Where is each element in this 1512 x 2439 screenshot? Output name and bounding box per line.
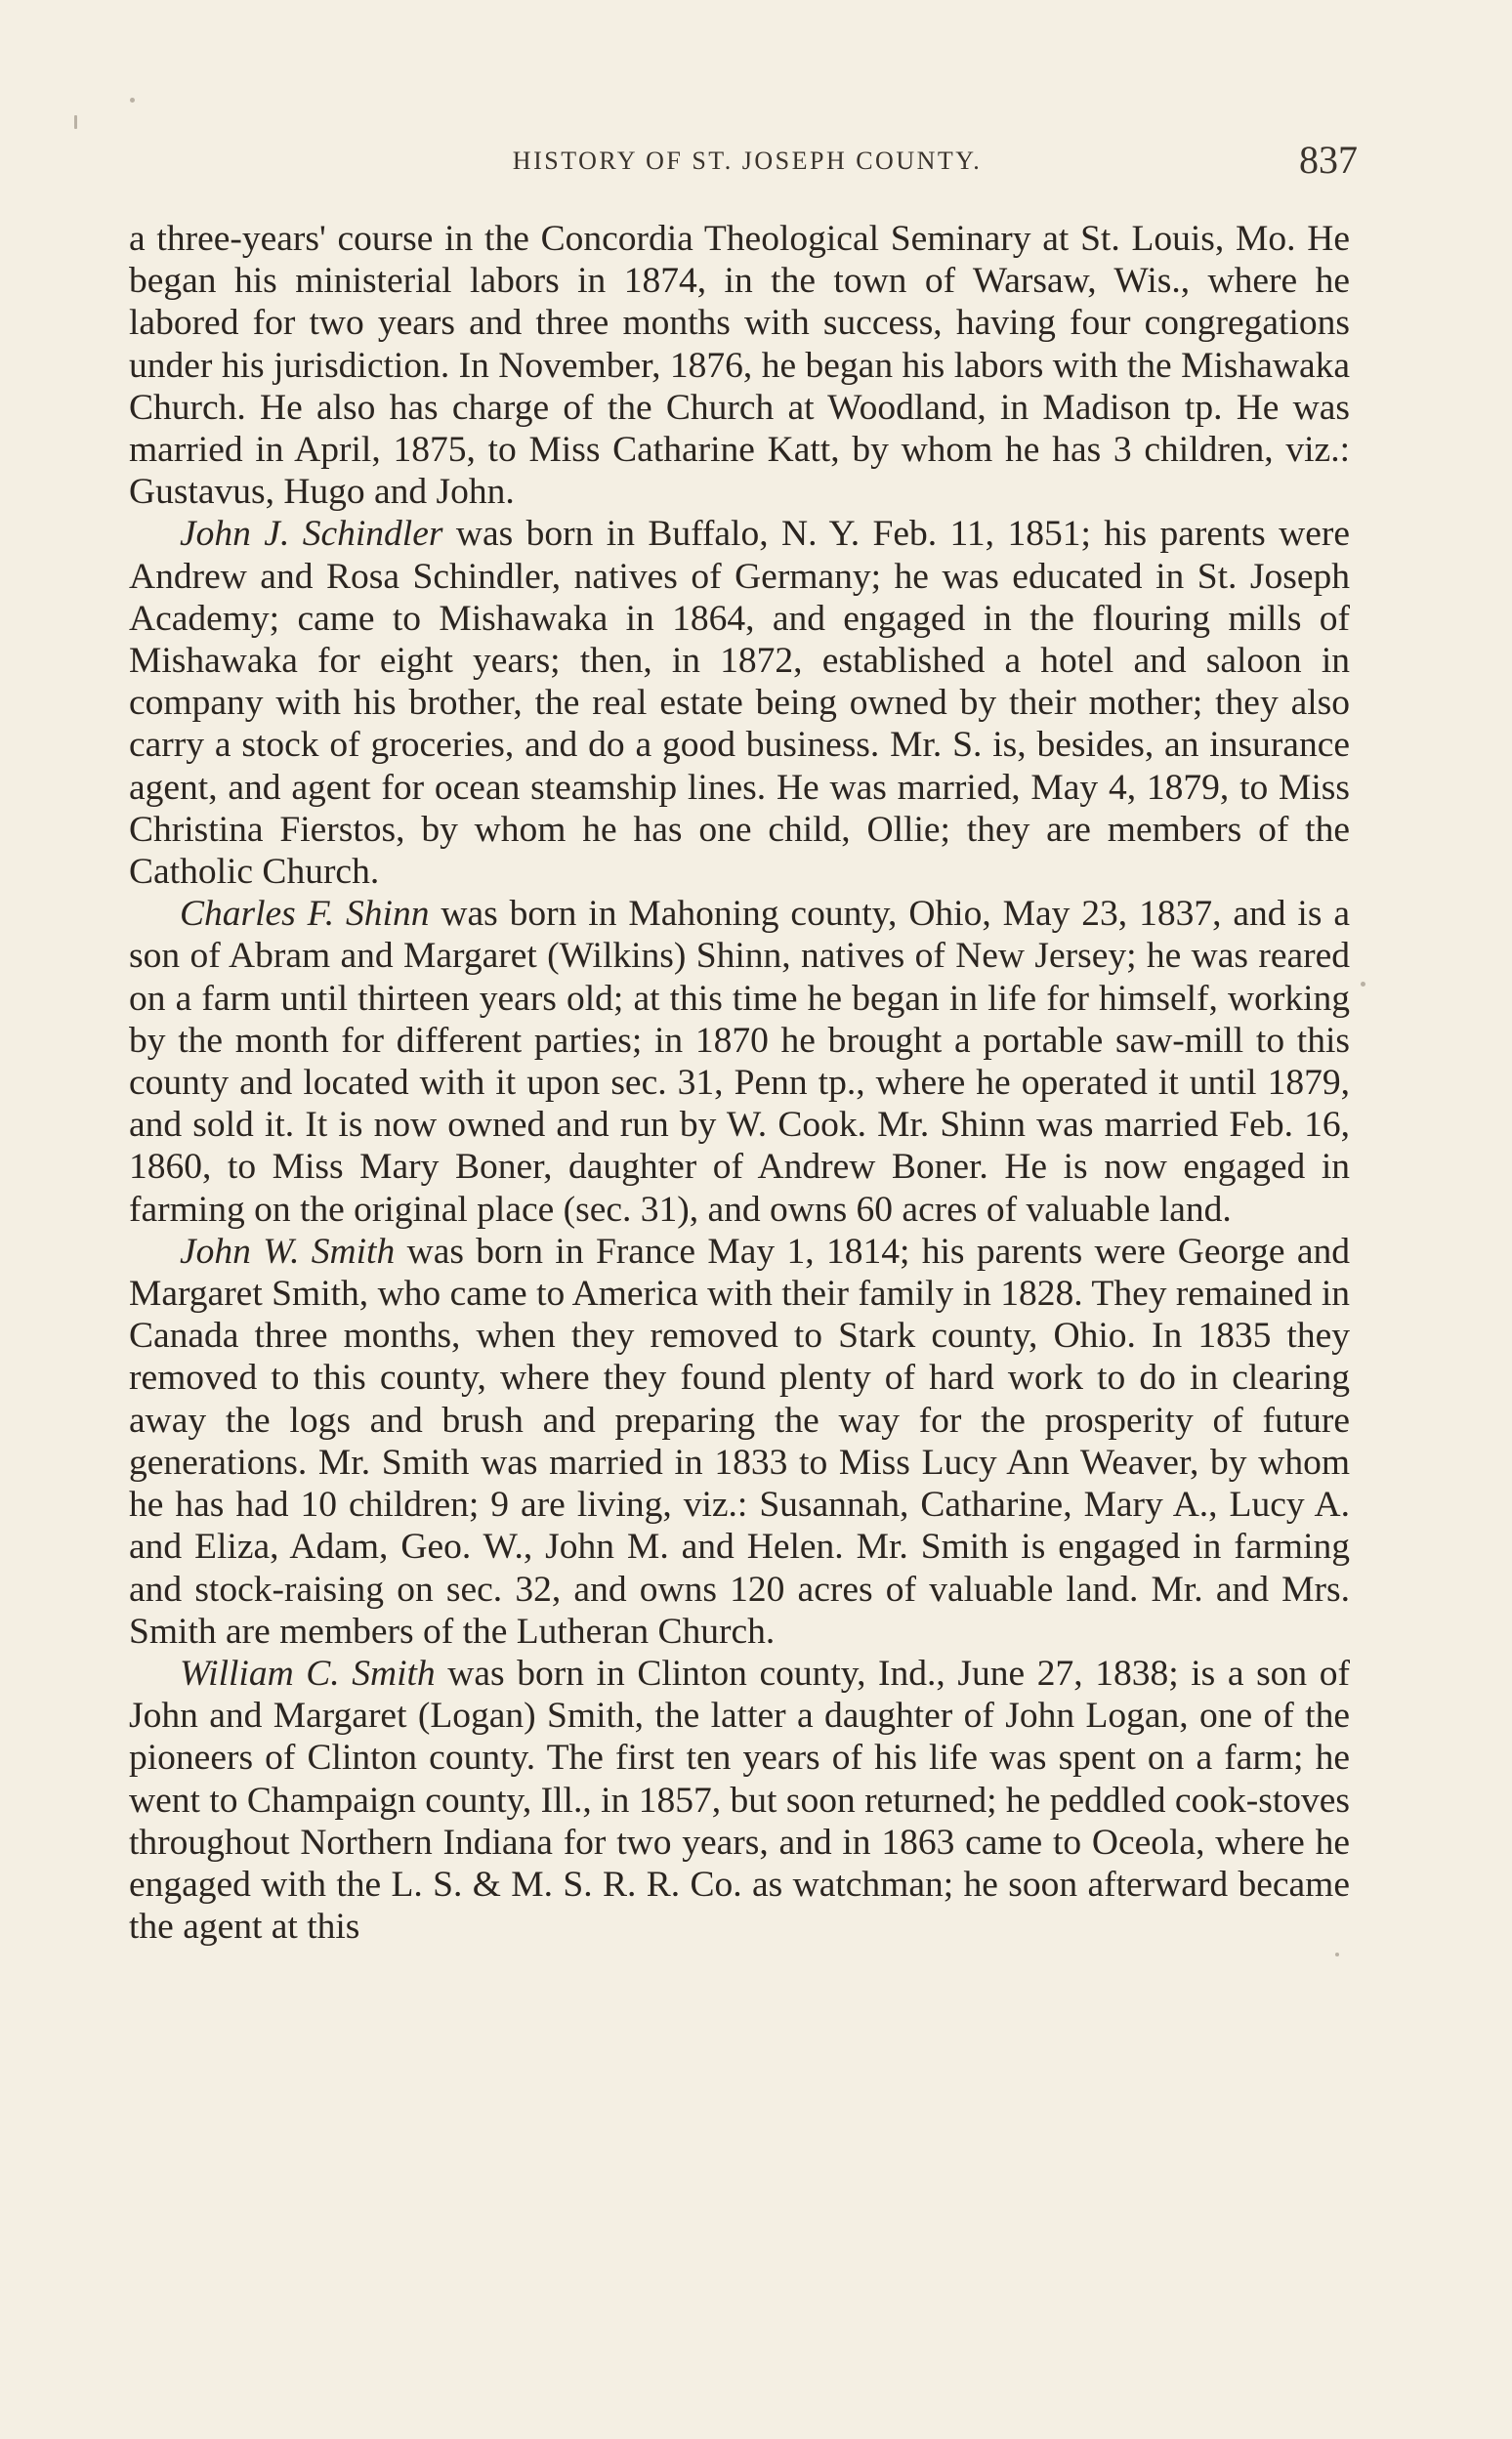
biography-entry [129, 1231, 1350, 1653]
entry-text: was born in Mahoning county, Ohio, May 23, 1837, and is a son of Abram and Margaret (Wilkins) Shinn, natives of New Jersey; he was reared on a farm until thirteen years old; at this time he began in life for himself, working by the month for different parties; in 1870 he brought a portable saw-mill to this county and located with it upon sec. 31, Penn tp., where he operated it until 1879, and sold it. It is now owned and run by W. Cook. Mr. Shinn was married Feb. 16, 1860, to Miss Mary Boner, daughter of Andrew Boner. He is now engaged in farming on the original place (sec. 31), and owns 60 acres of valuable land. [129, 894, 1350, 1230]
continuation-paragraph: a three-years' course in the Concordia Theological Seminary at St. Louis, Mo. He began his ministerial labors in 1874, in the town of Warsaw, Wis., where he labored for two years and three months with success, having four congregations under his jurisdiction. In November, 1876, he began his labors with the Mishawaka Church. He also has charge of the Church at Woodland, in Madison tp. He was married in April, 1875, to Miss Catharine Katt, by whom he has 3 children, viz.: Gustavus, Hugo and John. [129, 219, 1350, 513]
biography-entry [129, 893, 1350, 1231]
page-header [127, 137, 1367, 195]
entry-text: was born in Buffalo, N. Y. Feb. 11, 1851; his parents were Andrew and Rosa Schindler, natives of Germany; he was educated in St. Joseph Academy; came to Mishawaka in 1864, and engaged in the flouring mills of Mishawaka for eight years; then, in 1872, established a hotel and saloon in company with his brother, the real estate being owned by their mother; they also carry a stock of groceries, and do a good business. Mr. S. is, besides, an insurance agent, and agent for ocean steamship lines. He was married, May 4, 1879, to Miss Christina Fierstos, by whom he has one child, Ollie; they are members of the Catholic Church. [129, 514, 1351, 893]
margin-speck [130, 98, 135, 103]
entry-text: was born in France May 1, 1814; his parents were George and Margaret Smith, who came to America with their family in 1828. They remained in Canada three months, when they removed to Stark county, Ohio. In 1835 they removed to this county, where they found plenty of hard work to do in clearing away the logs and brush and preparing the way for the prosperity of future generations. Mr. Smith was married in 1833 to Miss Lucy Ann Weaver, by whom he has had 10 children; 9 are living, viz.: Susannah, Catharine, Mary A., Lucy A. and Eliza, Adam, Geo. W., John M. and Helen. Mr. Smith is engaged in farming and stock-raising on sec. 32, and owns 120 acres of valuable land. Mr. and Mrs. Smith are members of the Lutheran Church. [129, 1231, 1350, 1652]
margin-speck [1335, 1953, 1339, 1956]
margin-speck [74, 115, 77, 129]
person-name: William C. Smith [180, 1653, 436, 1694]
person-name: Charles F. Shinn [180, 894, 430, 935]
margin-speck [1361, 982, 1365, 987]
body-text [129, 218, 1350, 1948]
person-name: John W. Smith [180, 1231, 396, 1272]
running-head: HISTORY OF ST. JOSEPH COUNTY. [512, 147, 983, 175]
biography-entry [129, 1653, 1350, 1948]
biography-entry [129, 513, 1350, 893]
entry-text: was born in Clinton county, Ind., June 27, 1838; is a son of John and Margaret (Logan) Smith, the latter a daughter of John Logan, one of the pioneers of Clinton county. The first ten years of his life was spent on a farm; he went to Champaign county, Ill., in 1857, but soon returned; he peddled cook-stoves throughout Northern Indiana for two years, and in 1863 came to Oceola, where he engaged with the L. S. & M. S. R. R. Co. as watchman; he soon afterward became the agent at this [129, 1653, 1351, 1948]
person-name: John J. Schindler [180, 514, 443, 555]
page-number: 837 [1299, 138, 1358, 182]
